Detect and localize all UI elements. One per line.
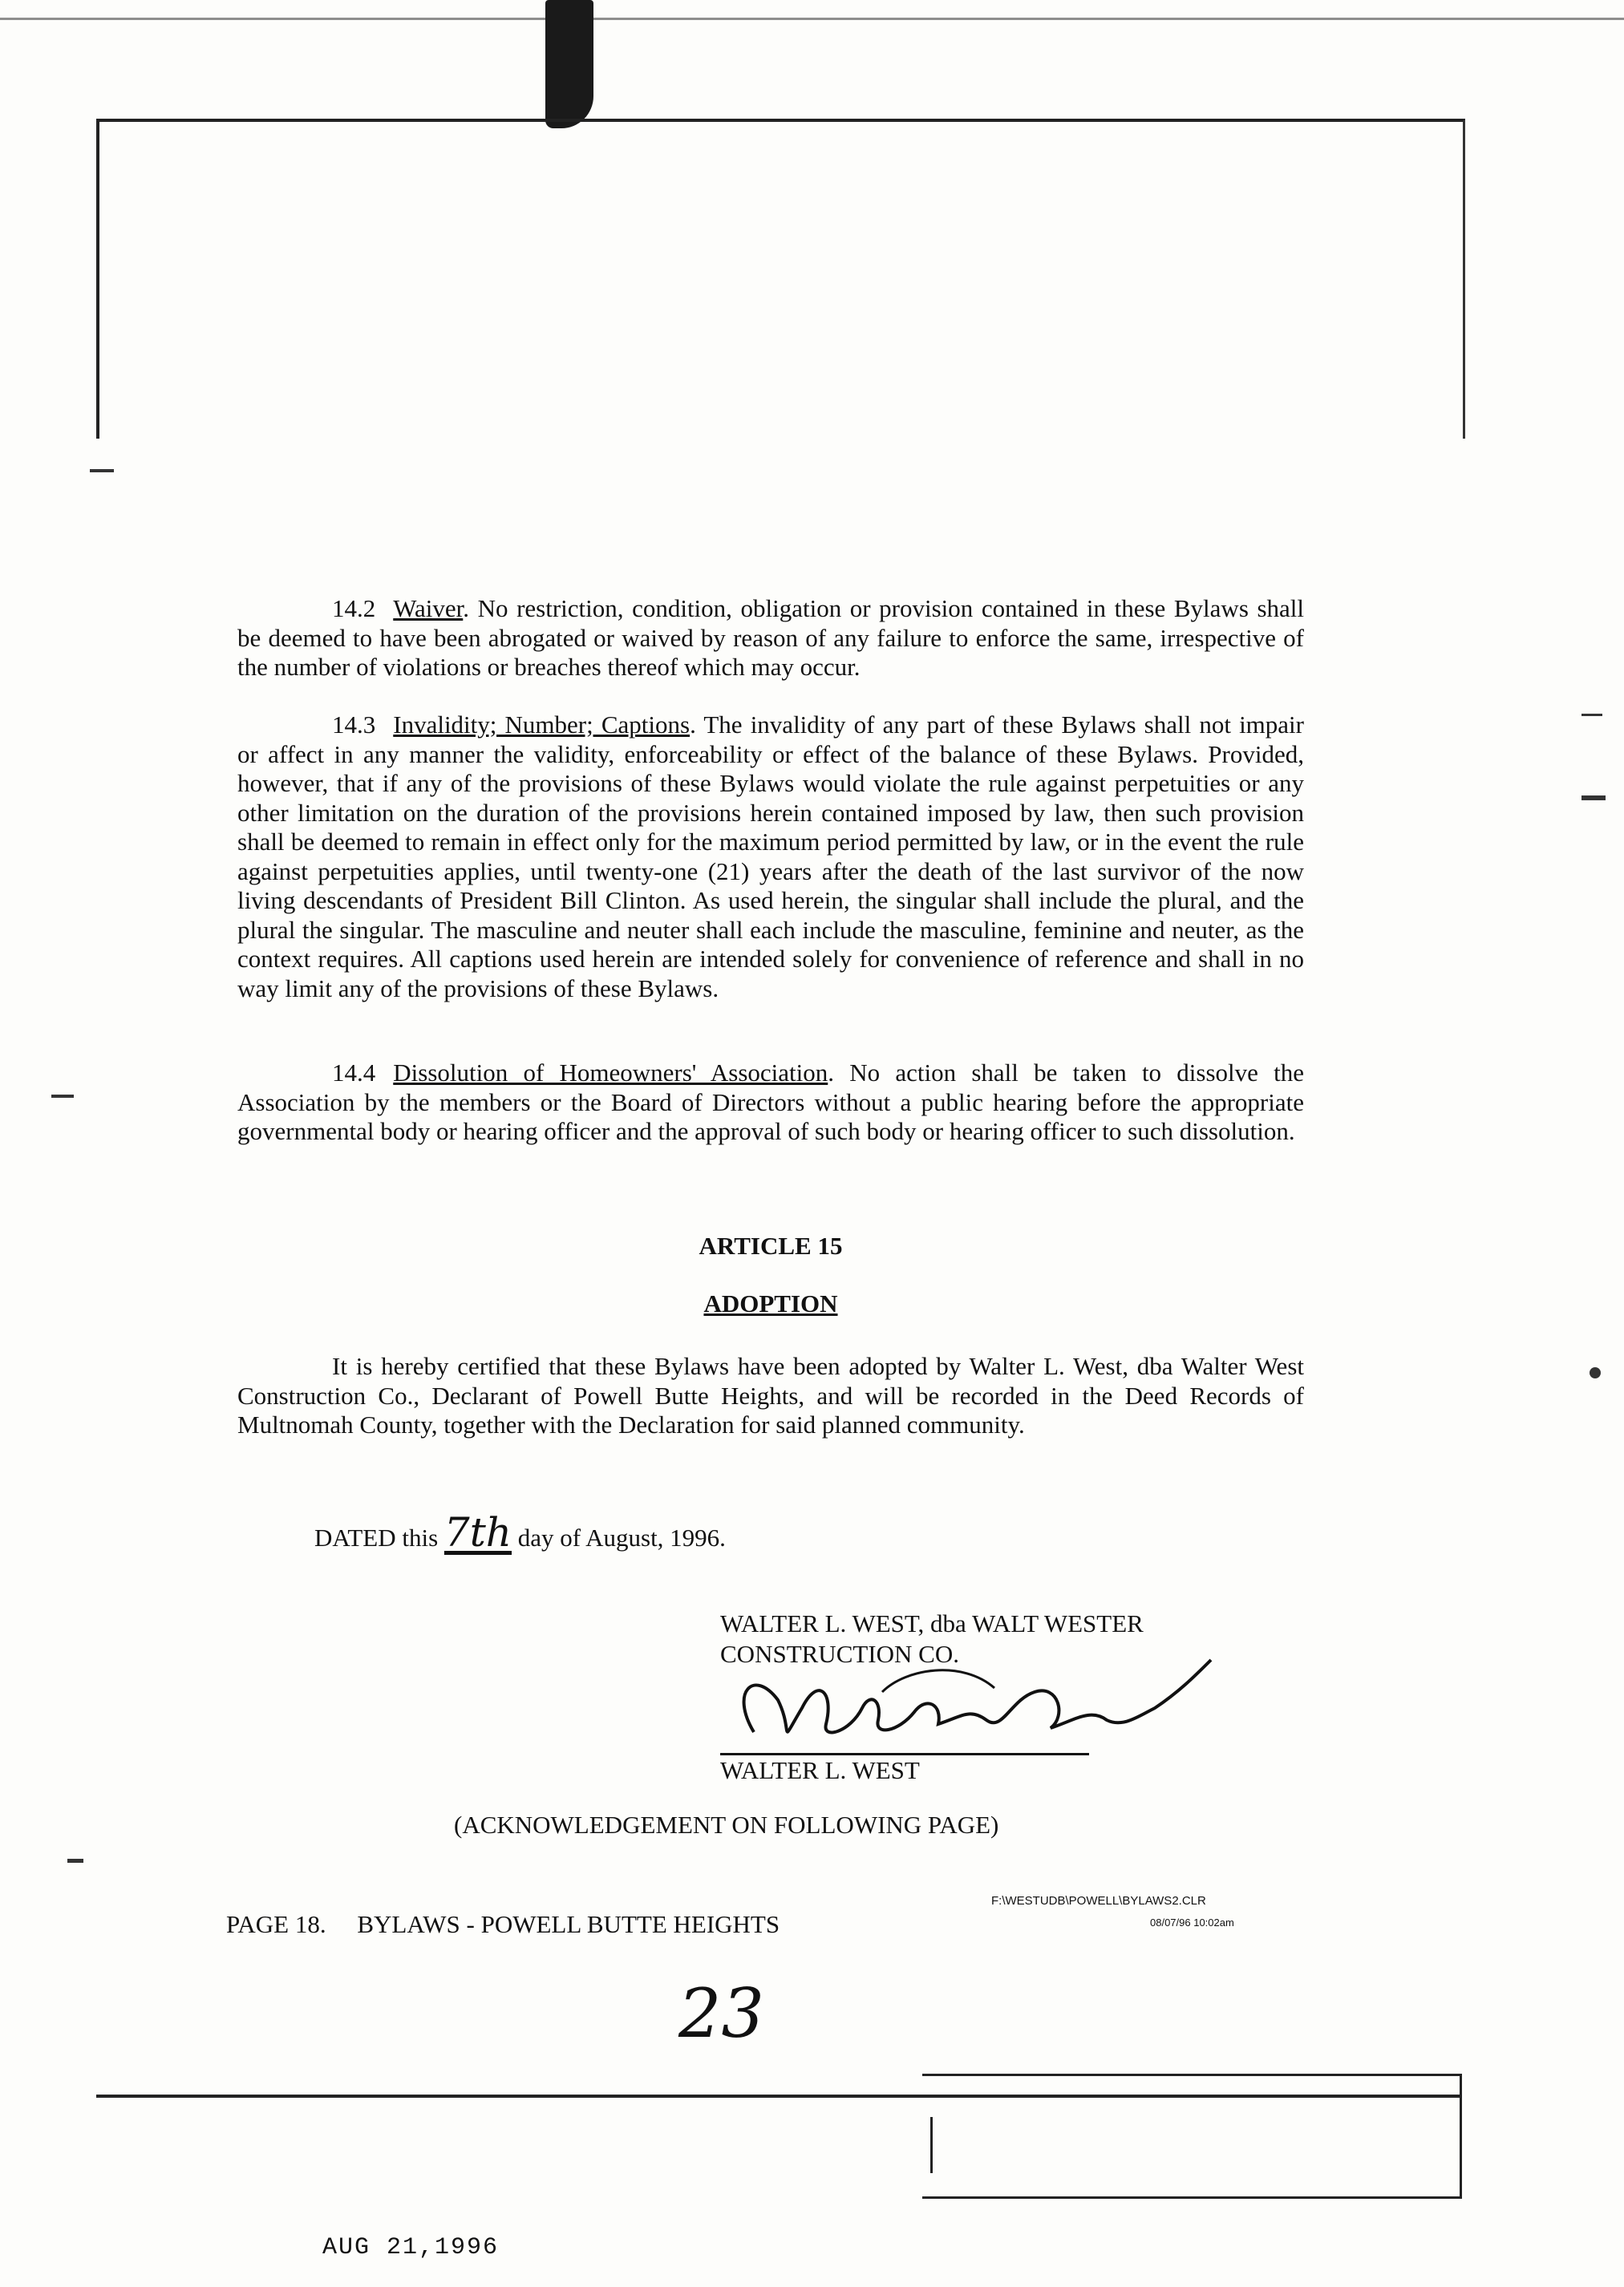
recording-box-bottom <box>922 2074 1462 2199</box>
section-14-3: 14.3 Invalidity; Number; Captions. The invalidity of any part of these Bylaws shall not impair or affect in any manner the validity, enforceability or effect of the balance of these Bylaws. Provided, however, that if any of the provisions of these Bylaws would violate the rule against perpetuities or any other limitation on the duration of the provisions herein contained imposed by law, then such provision shall be deemed to remain in effect only for the maximum period permitted by law, or in the event the rule against perpetuities applies, until twenty-one (21) years after the death of the last survivor of the now living descendants of President Bill Clinton. As used herein, the singular shall include the plural, and the plural the singular. The masculine and neuter shall each include the masculine, feminine and neuter, as the context requires. All captions used herein are intended solely for convenience of reference and shall in no way limit any of the provisions of these Bylaws. <box>237 710 1304 1002</box>
scan-speck <box>67 1859 83 1863</box>
signature-line <box>720 1753 1089 1755</box>
article-subheading: ADOPTION <box>703 1289 838 1318</box>
footer-page-label: PAGE 18. BYLAWS - POWELL BUTTE HEIGHTS <box>226 1910 780 1938</box>
adoption-paragraph: It is hereby certified that these Bylaws have been adopted by Walter L. West, dba Walter West Construction Co., Declarant of Powell Butte Heights, and will be recorded in the Deed Records of Multnomah County, together with the Declaration for said planned community. <box>237 1352 1304 1439</box>
handwritten-signature <box>722 1644 1219 1764</box>
box-tick-mark <box>930 2117 933 2173</box>
handwritten-day: 7th <box>443 1509 512 1556</box>
file-timestamp: 08/07/96 10:02am <box>1150 1917 1234 1929</box>
section-14-4: 14.4 Dissolution of Homeowners' Association. No action shall be taken to dissolve the Association by the members or the Board of Directors without a public hearing before the appropriate governmental body or hearing officer and the approval of such body or hearing officer to such dissolution. <box>237 1058 1304 1145</box>
scan-edge-line <box>0 18 1624 20</box>
handwritten-page-number: 23 <box>678 1974 764 2053</box>
file-path: F:\WESTUDB\POWELL\BYLAWS2.CLR <box>991 1894 1206 1908</box>
recording-box-top <box>96 119 1465 439</box>
signer-printed-name: WALTER L. WEST <box>720 1756 920 1784</box>
date-stamp: AUG 21,1996 <box>322 2234 500 2261</box>
scan-speck <box>51 1095 74 1098</box>
scan-speck <box>1581 714 1602 716</box>
acknowledgement-note: (ACKNOWLEDGEMENT ON FOLLOWING PAGE) <box>454 1811 999 1839</box>
scan-speck <box>1590 1367 1601 1378</box>
article-heading: ARTICLE 15 <box>699 1232 843 1260</box>
scan-smudge <box>545 0 593 128</box>
scan-speck <box>1581 795 1606 800</box>
signatory-name-block: WALTER L. WEST, dba WALT WESTER CONSTRUCTION CO. <box>720 1609 1144 1668</box>
section-14-2: 14.2 Waiver. No restriction, condition, obligation or provision contained in these Bylaws shall be deemed to have been abrogated or waived by reason of any failure to enforce the same, irrespective of the number of violations or breaches thereof which may occur. <box>237 594 1304 681</box>
dated-line: DATED this 7th day of August, 1996. <box>314 1509 726 1556</box>
scan-speck <box>90 469 114 472</box>
